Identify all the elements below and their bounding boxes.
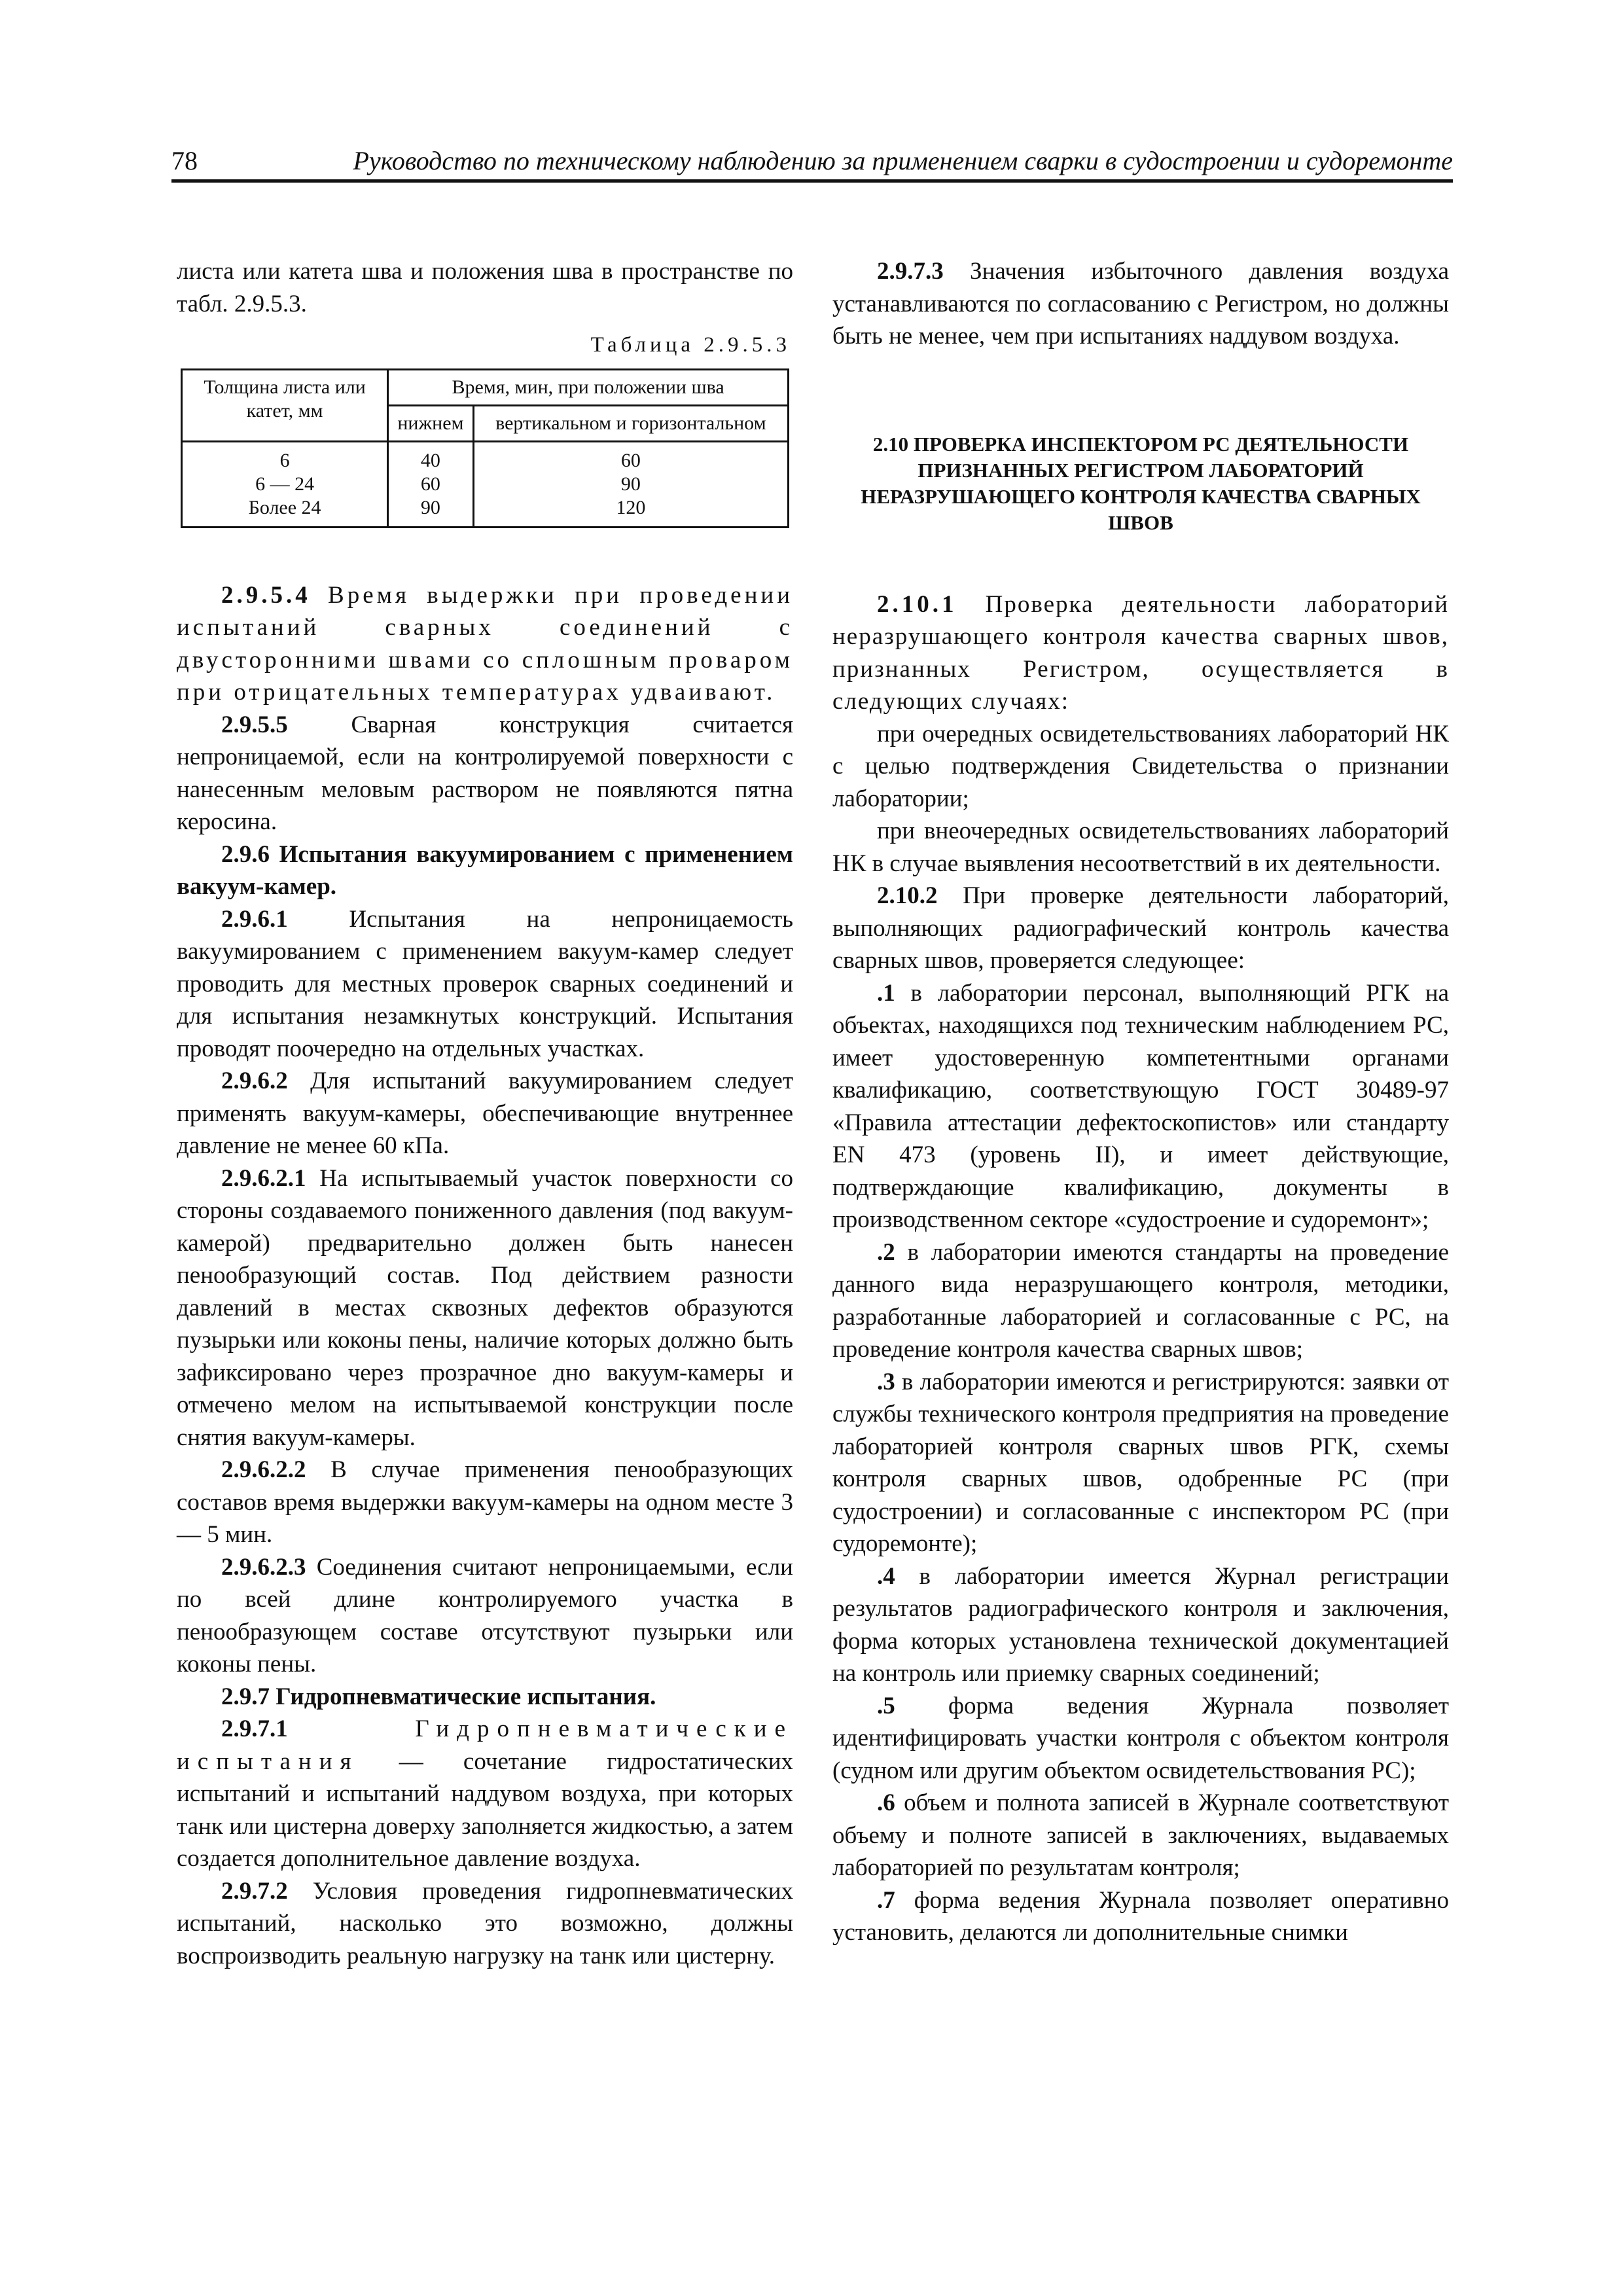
paragraph-2-10-1: 2.10.1 Проверка деятельности лабораторий неразрушающего контроля качества сварных швов, признанных Регистром, осуществляется в следующих случаях: <box>832 590 1449 715</box>
exposure-time-table <box>181 368 789 528</box>
table-cell: 90 <box>420 496 440 518</box>
table-header-vertical: вертикальном и горизонтальном <box>473 405 788 441</box>
page-header <box>171 143 1453 183</box>
table-cell: Более 24 <box>248 496 321 518</box>
paragraph-2-9-7-1: 2.9.7.1 Гидропневматические испытания — сочетание гидростатических испытаний и испытаний наддувом воздуха, при которых танк или цистерна доверху заполняется жидкостью, а затем создается дополнительное давление воздуха. <box>177 1715 793 1872</box>
table-cell: 120 <box>616 496 646 518</box>
paragraph-2-9-5-5: 2.9.5.5 Сварная конструкция считается непроницаемой, если на контролируемой поверхности с нанесенным меловым раствором не появляются пятна керосина. <box>177 711 793 835</box>
left-column <box>177 255 793 1972</box>
intro-paragraph: листа или катета шва и положения шва в пространстве по табл. 2.9.5.3. <box>177 258 793 317</box>
paragraph-2-9-7-2: 2.9.7.2 Условия проведения гидропневматических испытаний, насколько это возможно, должны воспроизводить реальную нагрузку на танк или цистерну. <box>177 1877 793 1969</box>
paragraph-2-9-6-2-3: 2.9.6.2.3 Соединения считают непроницаемыми, если по всей длине контролируемого участка в пенообразующем составе отсутствуют пузырьки или коконы пены. <box>177 1553 793 1677</box>
table-cell: 60 <box>420 473 440 495</box>
vertical-cells <box>473 441 788 527</box>
list-item: .6 объем и полнота записей в Журнале соответствуют объему и полноте записей в заключениях, выдаваемых лабораторией по результатам контроля; <box>832 1789 1449 1881</box>
table-cell: 90 <box>620 473 641 495</box>
paragraph-2-9-5-4: 2.9.5.4 Время выдержки при проведении испытаний сварных соединений с двусторонними швами со сплошным проваром при отрицательных температурах удваивают. <box>177 581 793 706</box>
list-item: .7 форма ведения Журнала позволяет оперативно установить, делаются ли дополнительные снимки <box>832 1886 1449 1946</box>
table-header-time: Время, мин, при положении шва <box>388 369 789 405</box>
paragraph-2-9-7-3: 2.9.7.3 Значения избыточного давления воздуха устанавливаются по согласованию с Регистром, но должны быть не менее, чем при испытаниях наддувом воздуха. <box>832 258 1449 350</box>
paragraph-2-10-1-a: при очередных освидетельствованиях лабораторий НК с целью подтверждения Свидетельства о признании лаборатории; <box>832 720 1449 812</box>
list-item: .2 в лаборатории имеются стандарты на проведение данного вида неразрушающего контроля, методики, разработанные лабораторией и согласованные с РС, на проведение контроля качества сварных швов; <box>832 1238 1449 1363</box>
paragraph-2-9-6-1: 2.9.6.1 Испытания на непроницаемость вакуумированием с применением вакуум-камер следует проводить для местных проверок сварных соединений и для испытания незамкнутых конструкций. Испытания проводят поочередно на отдельных участках. <box>177 905 793 1062</box>
table-cell: 6 — 24 <box>255 473 315 495</box>
running-title: Руководство по техническому наблюдению за применением сварки в судостроении и судоремонте <box>353 146 1453 175</box>
heading-2-9-7: 2.9.7 Гидропневматические испытания. <box>221 1683 656 1710</box>
paragraph-2-9-6-2-1: 2.9.6.2.1 На испытываемый участок поверхности со стороны создаваемого пониженного давления (под вакуум-камерой) предварительно должен быть нанесен пенообразующий состав. Под действием разности давлений в местах сквозных дефектов образуются пузырьки или коконы пены, наличие которых должно быть зафиксировано через прозрачное дно вакуум-камеры и отмечено мелом на испытываемой конструкции после снятия вакуум-камеры. <box>177 1164 793 1451</box>
list-item: .3 в лаборатории имеются и регистрируются: заявки от службы технического контроля предприятия на проведение лабораторией контроля сварных швов РГК, схемы контроля сварных швов, одобренные РС (при судостроении) и согласованные с инспектором РС (при судоремонте); <box>832 1368 1449 1557</box>
table-caption: Таблица 2.9.5.3 <box>590 333 791 357</box>
heading-2-9-6: 2.9.6 Испытания вакуумированием с применением вакуум-камер. <box>177 840 793 900</box>
table-cell: 60 <box>620 449 641 471</box>
list-item: .1 в лаборатории персонал, выполняющий РГК на объектах, находящихся под техническим наблюдением РС, имеет удостоверенную компетентными органами квалификацию, соответствующую ГОСТ 30489-97 «Правила аттестации дефектоскопистов» или стандарту EN 473 (уровень II), и имеет действующие, подтверждающие квалификацию, документы в производственном секторе «судостроение и судоремонт»; <box>832 979 1449 1233</box>
table-cell: 6 <box>279 449 290 471</box>
paragraph-2-10-1-b: при внеочередных освидетельствованиях лабораторий НК в случае выявления несоответствий в их деятельности. <box>832 817 1449 877</box>
paragraph-2-9-6-2-2: 2.9.6.2.2 В случае применения пенообразующих составов время выдержки вакуум-камеры на одном месте 3 — 5 мин. <box>177 1456 793 1548</box>
paragraph-2-10-2: 2.10.2 При проверке деятельности лабораторий, выполняющих радиографический контроль качества сварных швов, проверяется следующее: <box>832 882 1449 974</box>
list-item: .5 форма ведения Журнала позволяет идентифицировать участки контроля с объектом контроля (судном или другим объектом освидетельствования РС); <box>832 1692 1449 1784</box>
table-header-lower: нижнем <box>388 405 474 441</box>
paragraph-2-9-6-2: 2.9.6.2 Для испытаний вакуумированием следует применять вакуум-камеры, обеспечивающие внутреннее давление не менее 60 кПа. <box>177 1067 793 1159</box>
page-number: 78 <box>171 146 198 175</box>
thickness-cells <box>182 441 388 527</box>
table-cell: 40 <box>420 449 440 471</box>
list-item: .4 в лаборатории имеется Журнал регистрации результатов радиографического контроля и заключения, форма которых установлена технической документацией на контроль или приемку сварных соединений; <box>832 1562 1449 1687</box>
section-heading: 2.10 ПРОВЕРКА ИНСПЕКТОРОМ РС ДЕЯТЕЛЬНОСТИ ПРИЗНАННЫХ РЕГИСТРОМ ЛАБОРАТОРИЙ НЕРАЗРУШАЮЩЕГО КОНТРОЛЯ КАЧЕСТВА СВАРНЫХ ШВОВ <box>861 432 1421 534</box>
table-header-thickness: Толщина листа или катет, мм <box>182 369 388 441</box>
table-body <box>182 441 789 527</box>
lower-cells <box>388 441 474 527</box>
right-column <box>832 255 1449 1949</box>
